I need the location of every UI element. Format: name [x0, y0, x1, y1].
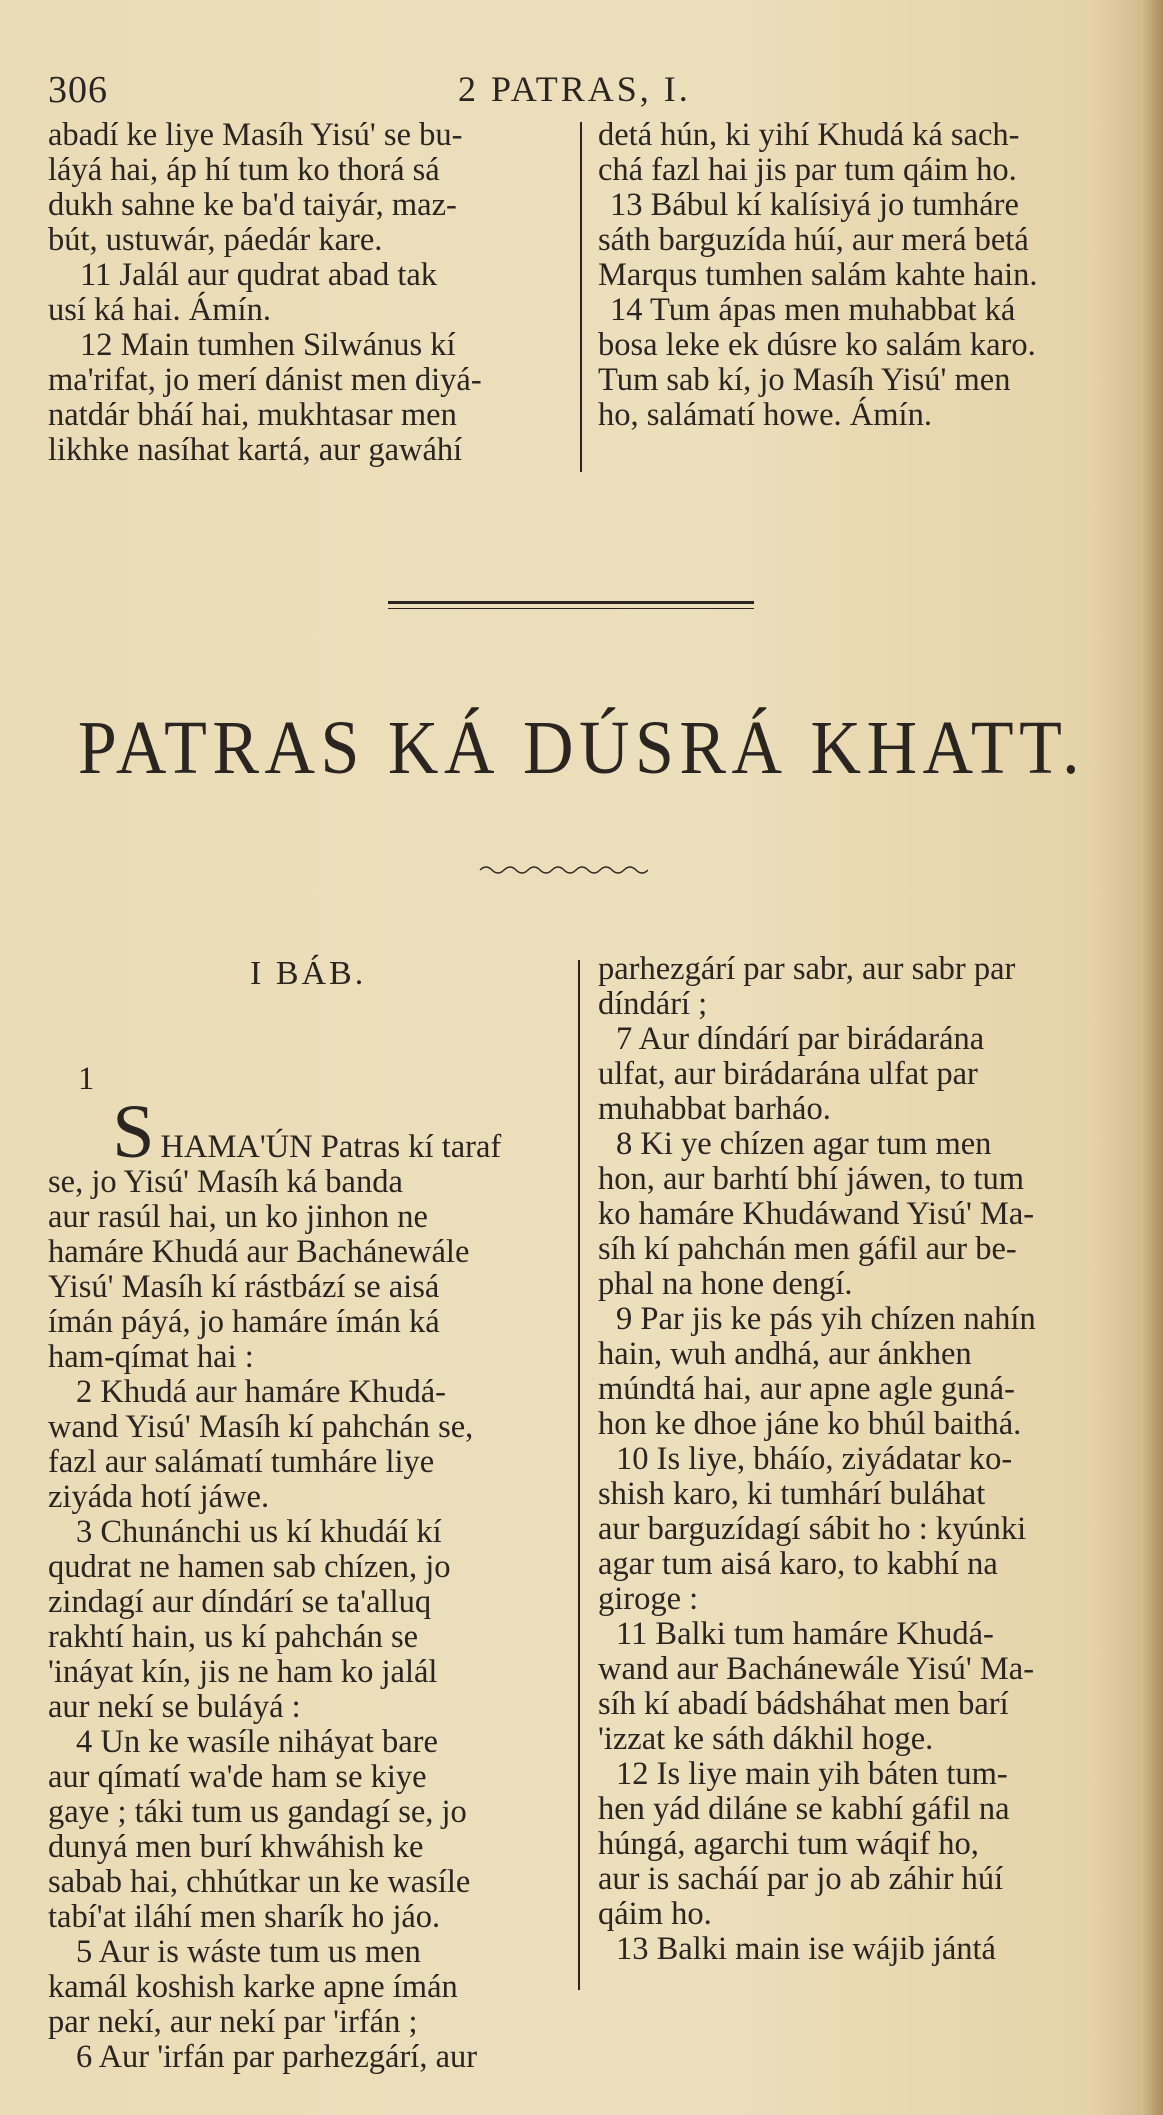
- verse-text: se, jo Yisú' Masíh ká banda aur rasúl hai, un ko jinhon ne hamáre Khudá aur Bachánewále Yisú' Masíh kí rástbází se aisá ímán páyá, jo hamáre ímán ká ham-qímat hai :: [48, 1164, 470, 1375]
- paragraph: 13 Bábul kí kalísiyá jo tumháre sáth barguzída húí, aur merá betá Marqus tumhen salám kahte hain.: [598, 187, 1038, 293]
- page-header: [48, 60, 1118, 110]
- page-number: 306: [48, 69, 108, 111]
- column-divider: [578, 960, 580, 1990]
- paragraph: 3 Chunánchi us kí khudáí kí qudrat ne hamen sab chízen, jo zindagí aur díndárí se ta'alluq rakhtí hain, us kí pahchán se 'ináyat kín, jis ne ham ko jalál aur nekí se buláyá :: [48, 1514, 451, 1725]
- paragraph: 10 Is liye, bháío, ziyádatar ko- shish karo, ki tumhárí buláhat aur barguzídagí sábit ho : kyúnki agar tum aisá karo, to kabhí na giroge :: [598, 1441, 1027, 1617]
- page-edge: [1141, 0, 1163, 2115]
- paragraph: 12 Is liye main yih báten tum- hen yád diláne se kabhí gáfil na húngá, agarchi tum wáqif ho, aur is sacháí par jo ab záhir húí qáim ho.: [598, 1756, 1010, 1932]
- paragraph: 13 Balki main ise wájib jántá: [616, 1931, 996, 1967]
- section-rule-thick: [388, 601, 754, 604]
- paragraph: 6 Aur 'irfán par parhezgárí, aur: [76, 2039, 478, 2075]
- top-left-column: [48, 118, 565, 468]
- chapter-heading: I BÁB.: [250, 955, 367, 992]
- paragraph: abadí ke liye Masíh Yisú' se bu- láyá hai, áp hí tum ko thorá sá dukh sahne ke ba'd taiyár, maz- bút, ustuwár, páedár kare.: [48, 117, 463, 258]
- paragraph: 7 Aur díndárí par birádarána ulfat, aur birádarána ulfat par muhabbat barháo.: [598, 1021, 985, 1127]
- bottom-left-column: [48, 1025, 565, 2075]
- verse-number: 1: [78, 1061, 95, 1097]
- paragraph: 11 Jalál aur qudrat abad tak usí ká hai. Ámín.: [48, 257, 438, 328]
- paragraph: 5 Aur is wáste tum us men kamál koshish karke apne ímán par nekí, aur nekí par 'irfán ;: [48, 1934, 458, 2040]
- paragraph: 14 Tum ápas men muhabbat ká bosa leke ek dúsre ko salám karo. Tum sab kí, jo Masíh Yisú' men ho, salámatí howe. Ámín.: [598, 292, 1036, 433]
- paragraph: 9 Par jis ke pás yih chízen nahín hain, wuh andhá, aur ánkhen múndtá hai, aur apne agle guná- hon ke dhoe jáne ko bhúl baithá.: [598, 1301, 1036, 1442]
- paragraph: 8 Ki ye chízen agar tum men hon, aur barhtí bhí jáwen, to tum ko hamáre Khudáwand Yisú' Ma- síh kí pahchán men gáfil aur be- phal na hone dengí.: [598, 1126, 1035, 1302]
- verse-lead: HAMA'ÚN Patras kí taraf: [160, 1129, 502, 1165]
- top-right-column: [598, 118, 1090, 433]
- column-divider: [580, 122, 582, 472]
- verse-1: [48, 1025, 565, 1375]
- ornament-divider: [478, 862, 648, 878]
- paragraph: 12 Main tumhen Silwánus kí ma'rifat, jo merí dánist men diyá- natdár bháí hai, mukhtasar men likhke nasíhat kartá, aur gawáhí: [48, 327, 482, 468]
- paragraph: parhezgárí par sabr, aur sabr par díndárí ;: [598, 951, 1016, 1022]
- paragraph: 11 Balki tum hamáre Khudá- wand aur Bachánewále Yisú' Ma- síh kí abadí bádsháhat men barí 'izzat ke sáth dákhil hoge.: [598, 1616, 1035, 1757]
- paragraph: 2 Khudá aur hamáre Khudá- wand Yisú' Masíh kí pahchán se, fazl aur salámatí tumháre liye ziyáda hotí jáwe.: [48, 1374, 474, 1515]
- bottom-right-column: [598, 952, 1090, 1967]
- drop-cap: S: [112, 1090, 155, 1174]
- paragraph: detá hún, ki yihí Khudá ká sach- chá fazl hai jis par tum qáim ho.: [598, 117, 1020, 188]
- running-head: 2 PATRAS, I.: [458, 69, 691, 109]
- paragraph: 4 Un ke wasíle niháyat bare aur qímatí wa'de ham se kiye gaye ; táki tum us gandagí se, jo dunyá men burí khwáhish ke sabab hai, chhútkar un ke wasíle tabí'at iláhí men sharík ho jáo.: [48, 1724, 471, 1935]
- book-title: PATRAS KÁ DÚSRÁ KHATT.: [77, 706, 1086, 790]
- section-rule-thin: [388, 608, 754, 609]
